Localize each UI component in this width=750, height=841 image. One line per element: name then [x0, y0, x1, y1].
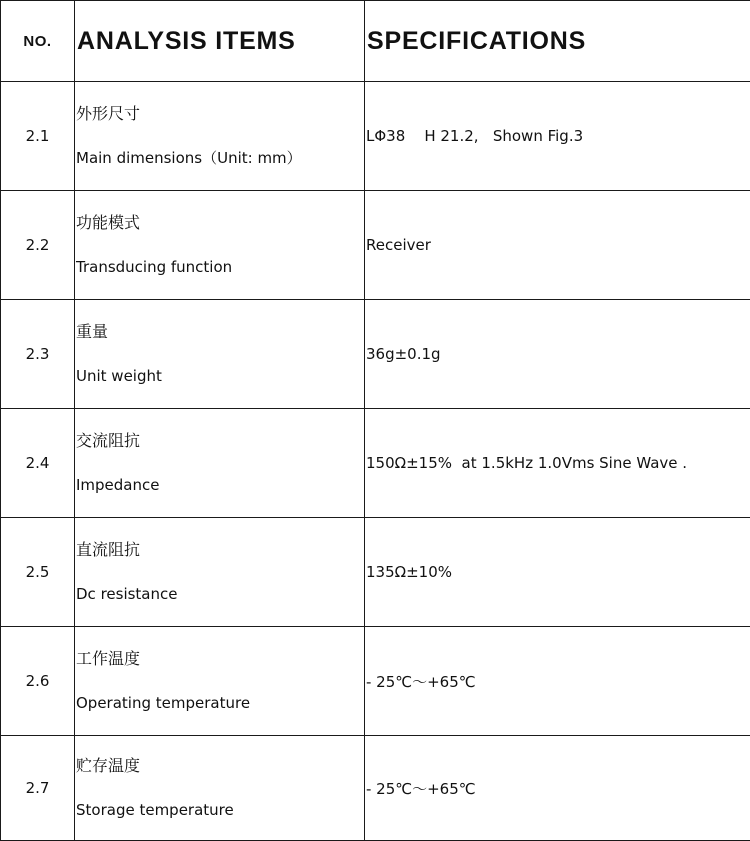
table-row	[1, 409, 750, 518]
specification-value: 135Ω±10%	[365, 518, 750, 627]
table-row	[1, 518, 750, 627]
row-number: 2.1	[1, 82, 75, 191]
row-number: 2.2	[1, 191, 75, 300]
row-number: 2.6	[1, 627, 75, 736]
row-number: 2.7	[1, 736, 75, 841]
analysis-item	[75, 82, 365, 191]
analysis-item	[75, 518, 365, 627]
item-chinese-label: 功能模式	[76, 213, 141, 232]
item-english-label: Impedance	[76, 476, 160, 494]
table-row	[1, 191, 750, 300]
item-chinese-label: 交流阻抗	[76, 431, 141, 450]
item-english-label: Dc resistance	[76, 585, 178, 603]
header-analysis-items: ANALYSIS ITEMS	[75, 1, 365, 82]
header-no: NO.	[1, 1, 75, 82]
row-number: 2.4	[1, 409, 75, 518]
item-chinese-label: 外形尺寸	[76, 104, 141, 123]
header-specifications: SPECIFICATIONS	[365, 1, 750, 82]
table-row	[1, 82, 750, 191]
analysis-item	[75, 736, 365, 841]
item-chinese-label: 工作温度	[76, 649, 141, 668]
specification-value: - 25℃～+65℃	[365, 736, 750, 841]
row-number: 2.3	[1, 300, 75, 409]
item-english-label: Transducing function	[76, 258, 233, 276]
specification-value: - 25℃～+65℃	[365, 627, 750, 736]
specification-value: 36g±0.1g	[365, 300, 750, 409]
item-english-label: Main dimensions（Unit: mm）	[76, 149, 302, 167]
analysis-item	[75, 627, 365, 736]
analysis-item	[75, 300, 365, 409]
specification-value: LΦ38 H 21.2, Shown Fig.3	[365, 82, 750, 191]
row-number: 2.5	[1, 518, 75, 627]
item-english-label: Unit weight	[76, 367, 162, 385]
table-row	[1, 627, 750, 736]
analysis-item	[75, 409, 365, 518]
table-row	[1, 736, 750, 841]
specification-value: Receiver	[365, 191, 750, 300]
table-header-row	[1, 1, 750, 82]
item-english-label: Operating temperature	[76, 694, 251, 712]
item-chinese-label: 贮存温度	[76, 756, 141, 775]
analysis-item	[75, 191, 365, 300]
table-row	[1, 300, 750, 409]
item-english-label: Storage temperature	[76, 801, 234, 819]
item-chinese-label: 直流阻抗	[76, 540, 141, 559]
item-chinese-label: 重量	[76, 322, 109, 341]
specification-value: 150Ω±15% at 1.5kHz 1.0Vms Sine Wave .	[365, 409, 750, 518]
